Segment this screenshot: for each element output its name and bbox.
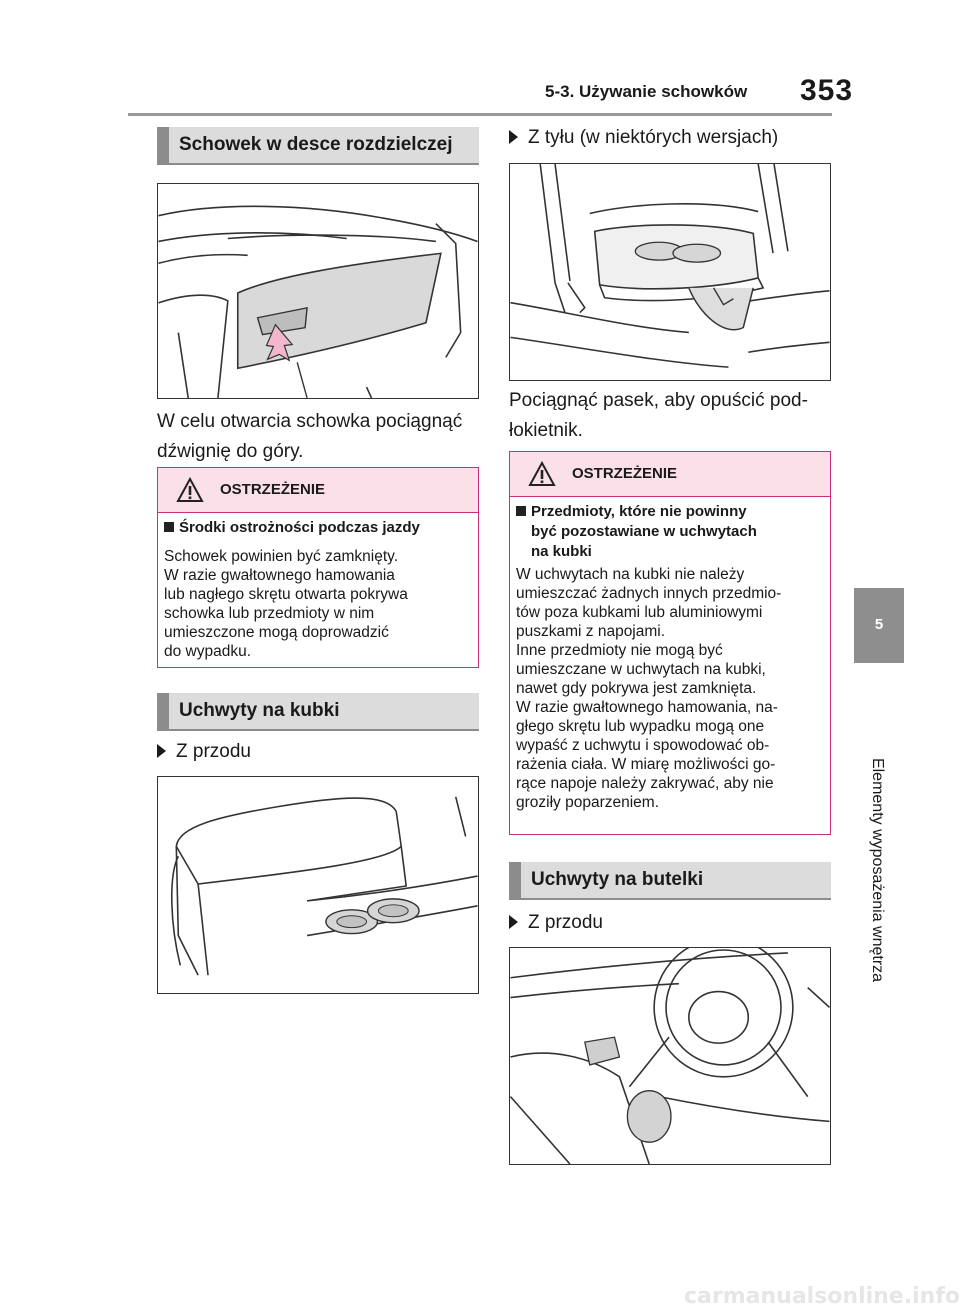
warning-subtitle: Środki ostrożności podczas jazdy — [164, 518, 420, 538]
caption-line: Pociągnąć pasek, aby opuścić pod- — [509, 390, 808, 411]
bottle-holder-illustration — [510, 948, 830, 1164]
glovebox-caption — [157, 407, 462, 467]
warning-triangle-icon — [176, 477, 204, 503]
figure-glovebox — [157, 183, 479, 399]
bullet-triangle-icon — [509, 130, 518, 144]
warning-subtitle: Przedmioty, które nie powinny być pozostawiane w uchwytach na kubki — [516, 502, 757, 562]
figure-rear-armrest — [509, 163, 831, 381]
figure-front-cupholders — [157, 776, 479, 994]
warning-triangle-icon — [528, 461, 556, 487]
section-heading-rule — [157, 729, 479, 731]
section-heading-rule — [509, 898, 831, 900]
page-number: 353 — [800, 74, 854, 107]
warning-title: OSTRZEŻENIE — [572, 465, 678, 482]
header-rule — [128, 113, 832, 116]
chapter-number: 5 — [874, 616, 884, 633]
square-bullet-icon — [164, 522, 174, 532]
chapter-tab — [854, 588, 904, 662]
section-heading-bottles: Uchwyty na butelki — [509, 862, 831, 898]
caption-line: dźwignię do góry. — [157, 441, 304, 462]
warning-header — [510, 452, 830, 497]
warning-text: Schowek powinien być zamknięty. W razie gwałtownego hamowania lub nagłego skrętu otwarta pokrywa schowka lub przedmioty w nim umieszczone mogą doprowadzić do wypadku. — [164, 548, 408, 660]
warning-box-driving — [157, 467, 479, 668]
watermark: carmanualsonline.info — [684, 1284, 960, 1309]
glovebox-illustration — [158, 184, 478, 398]
square-bullet-icon — [516, 506, 526, 516]
bullet-front-cupholders: Z przodu — [157, 741, 251, 763]
section-heading-glovebox: Schowek w desce rozdzielczej — [157, 127, 479, 163]
rear-armrest-caption — [509, 386, 808, 446]
warning-box-cupholders — [509, 451, 831, 835]
chapter-tab-rule — [854, 662, 904, 663]
caption-line: W celu otwarcia schowka pociągnąć — [157, 411, 463, 432]
figure-bottle-holders — [509, 947, 831, 1165]
rear-armrest-illustration — [510, 164, 830, 380]
front-cupholder-illustration — [158, 777, 478, 993]
chapter-title: Elementy wyposażenia wnętrza — [869, 757, 886, 983]
bullet-front-bottles: Z przodu — [509, 912, 603, 934]
bullet-rear-armrest: Z tyłu (w niektórych wersjach) — [509, 127, 778, 149]
bullet-triangle-icon — [157, 744, 166, 758]
running-header-section: 5-3. Używanie schowków — [545, 82, 748, 101]
warning-title: OSTRZEŻENIE — [220, 481, 326, 498]
section-heading-cupholders: Uchwyty na kubki — [157, 693, 479, 729]
bullet-triangle-icon — [509, 915, 518, 929]
section-heading-rule — [157, 163, 479, 165]
warning-text: W uchwytach na kubki nie należy umieszczać żadnych innych przedmio- tów poza kubkami lub aluminiowymi puszkami z napojami. Inne przedmioty nie mogą być umieszczane w uchwytach na kubki, nawet gdy pokrywa jest zamknięta. W razie gwałtownego hamowania, na- głego skrętu lub wypadku mogą one wypaść z uchwytu i spowodować ob- rażenia ciała. W miarę możliwości go- rące napoje należy zakrywać, aby nie groziły poparzeniem. — [516, 566, 782, 811]
warning-header — [158, 468, 478, 513]
caption-line: łokietnik. — [509, 420, 583, 441]
